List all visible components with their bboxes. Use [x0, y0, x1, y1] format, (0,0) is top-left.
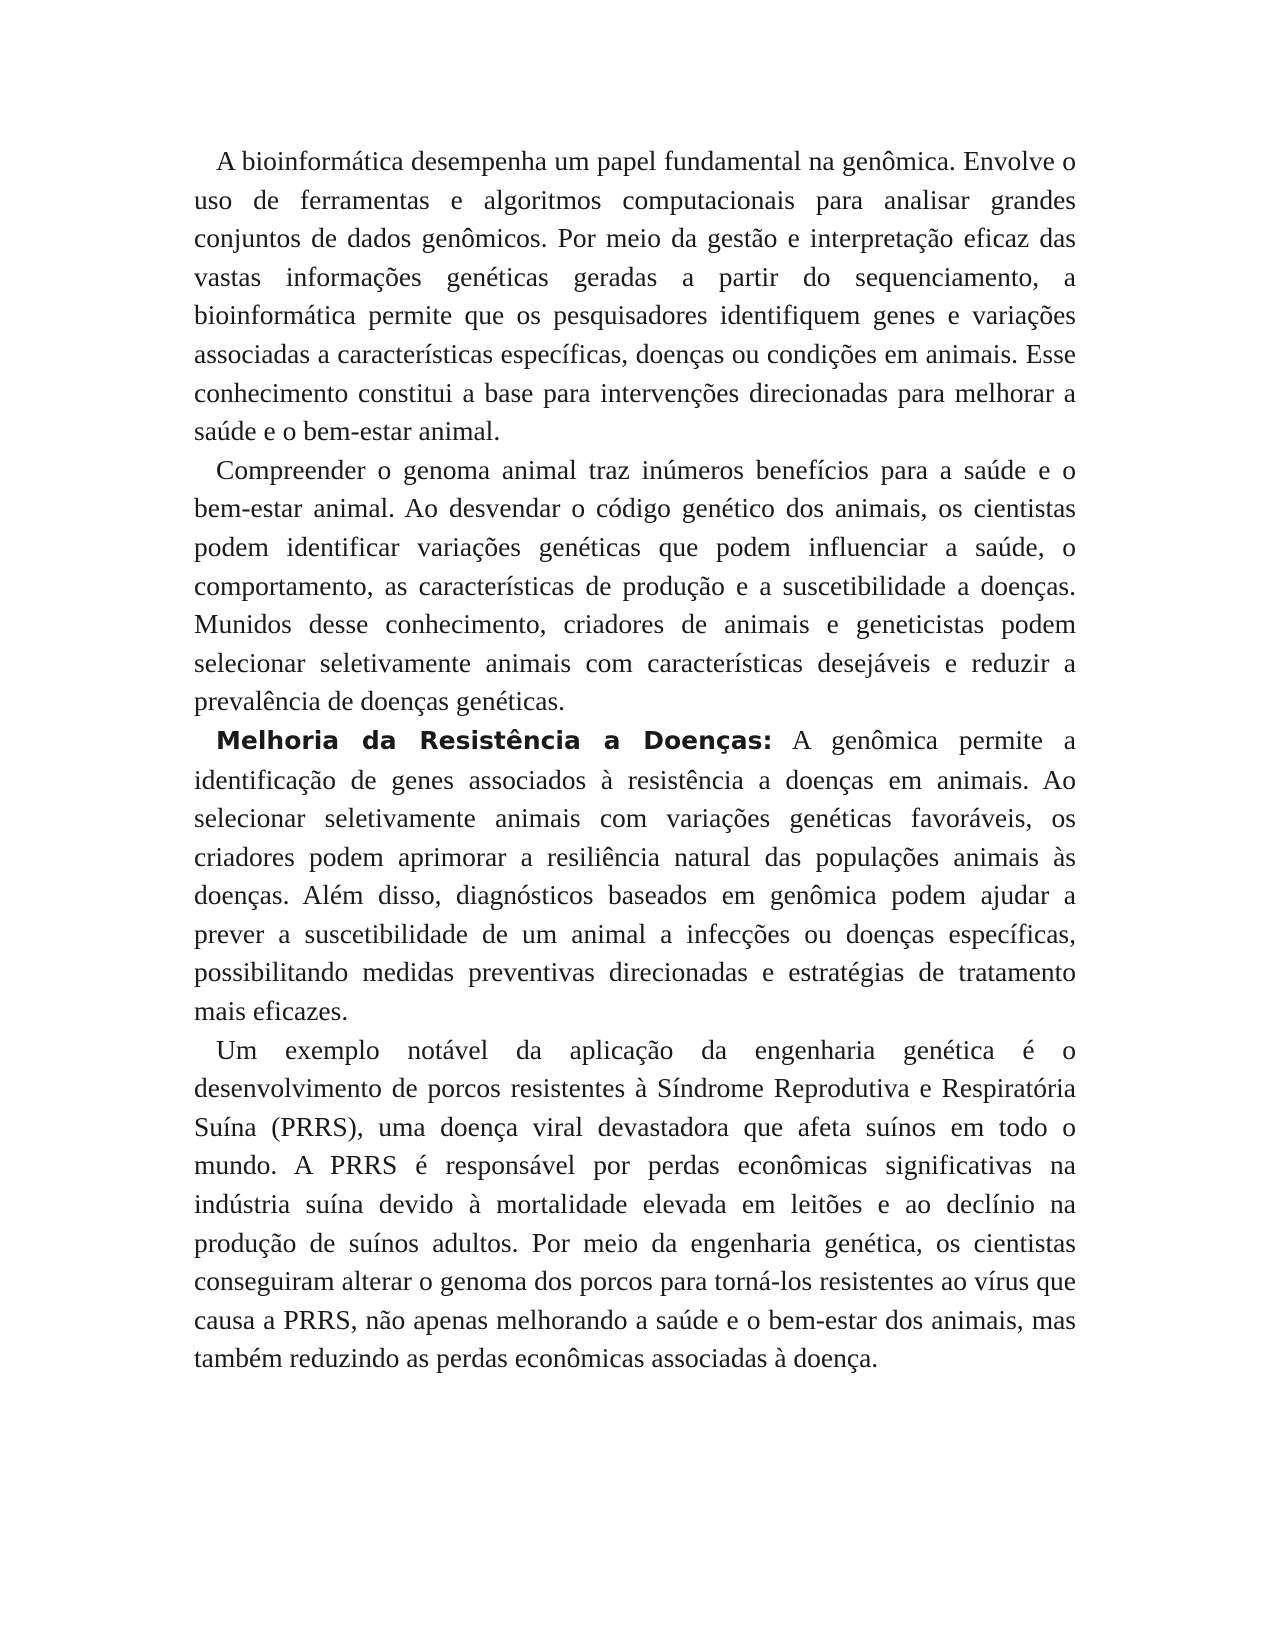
paragraph-bioinformatics	[194, 142, 1076, 451]
paragraph-animal-genome	[194, 451, 1076, 721]
paragraph-text: A genômica permite a identificação de genes associados à resistência a doenças em animais. Ao selecionar seletivamente animais com variações genéticas favoráveis, os criadores podem aprimorar a resiliência natural das populações animais às doenças. Além disso, diagnósticos baseados em genômica podem ajudar a prever a suscetibilidade de um animal a infecções ou doenças específicas, possibilitando medidas preventivas direcionadas e estratégias de tratamento mais eficazes.	[194, 723, 1077, 1027]
paragraph-disease-resistance	[194, 721, 1076, 1031]
paragraph-lead-heading: Melhoria da Resistência a Doenças:	[216, 725, 773, 755]
document-page	[194, 142, 1076, 1378]
paragraph-text: A bioinformática desempenha um papel fundamental na genômica. Envolve o uso de ferramentas e algoritmos computacionais para analisar grandes conjuntos de dados genômicos. Por meio da gestão e interpretação eficaz das vastas informações genéticas geradas a partir do sequenciamento, a bioinformática permite que os pesquisadores identifiquem genes e variações associadas a características específicas, doenças ou condições em animais. Esse conhecimento constitui a base para intervenções direcionadas para melhorar a saúde e o bem-estar animal.	[194, 145, 1076, 447]
paragraph-text: Um exemplo notável da aplicação da engenharia genética é o desenvolvimento de porcos resistentes à Síndrome Reprodutiva e Respiratória Suína (PRRS), uma doença viral devastadora que afeta suínos em todo o mundo. A PRRS é responsável por perdas econômicas significativas na indústria suína devido à mortalidade elevada em leitões e ao declínio na produção de suínos adultos. Por meio da engenharia genética, os cientistas conseguiram alterar o genoma dos porcos para torná-los resistentes ao vírus que causa a PRRS, não apenas melhorando a saúde e o bem-estar dos animais, mas também reduzindo as perdas econômicas associadas à doença.	[194, 1033, 1076, 1374]
paragraph-prrs-example	[194, 1031, 1076, 1378]
paragraph-text: Compreender o genoma animal traz inúmeros benefícios para a saúde e o bem-estar animal. Ao desvendar o código genético dos animais, os cientistas podem identificar variações genéticas que podem influenciar a saúde, o comportamento, as características de produção e a suscetibilidade a doenças. Munidos desse conhecimento, criadores de animais e geneticistas podem selecionar seletivamente animais com características desejáveis e reduzir a prevalência de doenças genéticas.	[194, 453, 1076, 717]
